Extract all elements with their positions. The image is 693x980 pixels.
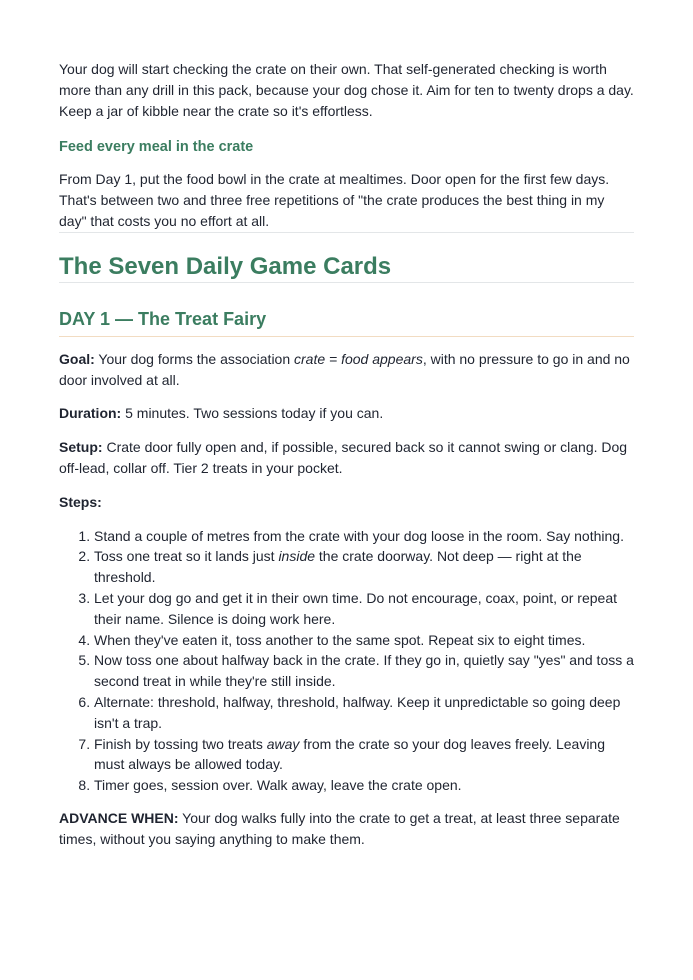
step-item — [94, 650, 634, 692]
steps-list — [59, 526, 634, 796]
goal-text-after: , with no pressure to go in and no door involved at all. — [59, 350, 630, 388]
duration-field — [59, 403, 634, 424]
step-text: Stand a couple of metres from the crate with your dog loose in the room. Say nothing. — [94, 527, 624, 544]
setup-text: Crate door fully open and, if possible, secured back so it cannot swing or clang. Dog off-lead, collar off. Tier 2 treats in your pocket. — [59, 439, 628, 476]
step-text-before: Toss one treat so it lands just — [94, 548, 279, 565]
goal-label: Goal: — [59, 350, 95, 367]
step-emphasis: away — [266, 735, 300, 752]
step-text: Alternate: threshold, halfway, threshold, halfway. Keep it unpredictable so going deep isn't a trap. — [94, 693, 621, 731]
step-emphasis: inside — [278, 548, 316, 565]
step-text-before: Finish by tossing two treats — [94, 735, 267, 752]
advance-when-field — [59, 808, 634, 850]
section-title: The Seven Daily Game Cards — [59, 252, 392, 280]
feed-section-paragraph: From Day 1, put the food bowl in the crate at mealtimes. Door open for the first few days. That's between two and three free repetitions of "the crate produces the best thing in my day" that costs you no effort at all. — [59, 171, 610, 229]
day-card-title: DAY 1 — The Treat Fairy — [59, 308, 267, 329]
feed-section-heading: Feed every meal in the crate — [59, 139, 254, 156]
page-content — [59, 59, 634, 850]
step-item — [94, 588, 634, 630]
duration-text: 5 minutes. Two sessions today if you can. — [121, 405, 384, 422]
step-text: Timer goes, session over. Walk away, leave the crate open. — [94, 777, 462, 794]
step-item — [94, 692, 634, 734]
step-text: Let your dog go and get it in their own time. Do not encourage, coax, point, or repeat their name. Silence is doing work here. — [94, 589, 617, 627]
step-text: Now toss one about halfway back in the crate. If they go in, quietly say "yes" and toss a second treat in while they're still inside. — [94, 652, 634, 690]
day-card-rule — [59, 336, 634, 337]
setup-label: Setup: — [59, 439, 103, 456]
step-text: When they've eaten it, toss another to the same spot. Repeat six to eight times. — [94, 631, 586, 648]
step-item — [94, 734, 634, 776]
goal-text-before: Your dog forms the association — [94, 350, 295, 367]
step-item — [94, 526, 634, 547]
step-item — [94, 775, 634, 796]
step-text-after: from the crate so your dog leaves freely. Leaving must always be allowed today. — [94, 735, 606, 773]
goal-field — [59, 349, 634, 391]
section-divider-top — [59, 232, 634, 233]
goal-emphasis: crate = food appears — [294, 350, 423, 367]
advance-text: Your dog walks fully into the crate to get a treat, at least three separate times, without you saying anything to make them. — [59, 809, 620, 847]
step-text-after: the crate doorway. Not deep — right at the threshold. — [94, 548, 582, 586]
steps-label: Steps: — [59, 493, 102, 510]
advance-label: ADVANCE WHEN: — [59, 809, 179, 826]
intro-paragraph: Your dog will start checking the crate on their own. That self-generated checking is worth more than any drill in this pack, because your dog chose it. Aim for ten to twenty drops a day. Keep a jar of kibble near the crate so it's effortless. — [59, 61, 634, 119]
step-item — [94, 546, 634, 588]
duration-label: Duration: — [59, 405, 122, 422]
setup-field — [59, 437, 634, 479]
step-item — [94, 630, 634, 651]
section-divider-bottom — [59, 282, 634, 283]
